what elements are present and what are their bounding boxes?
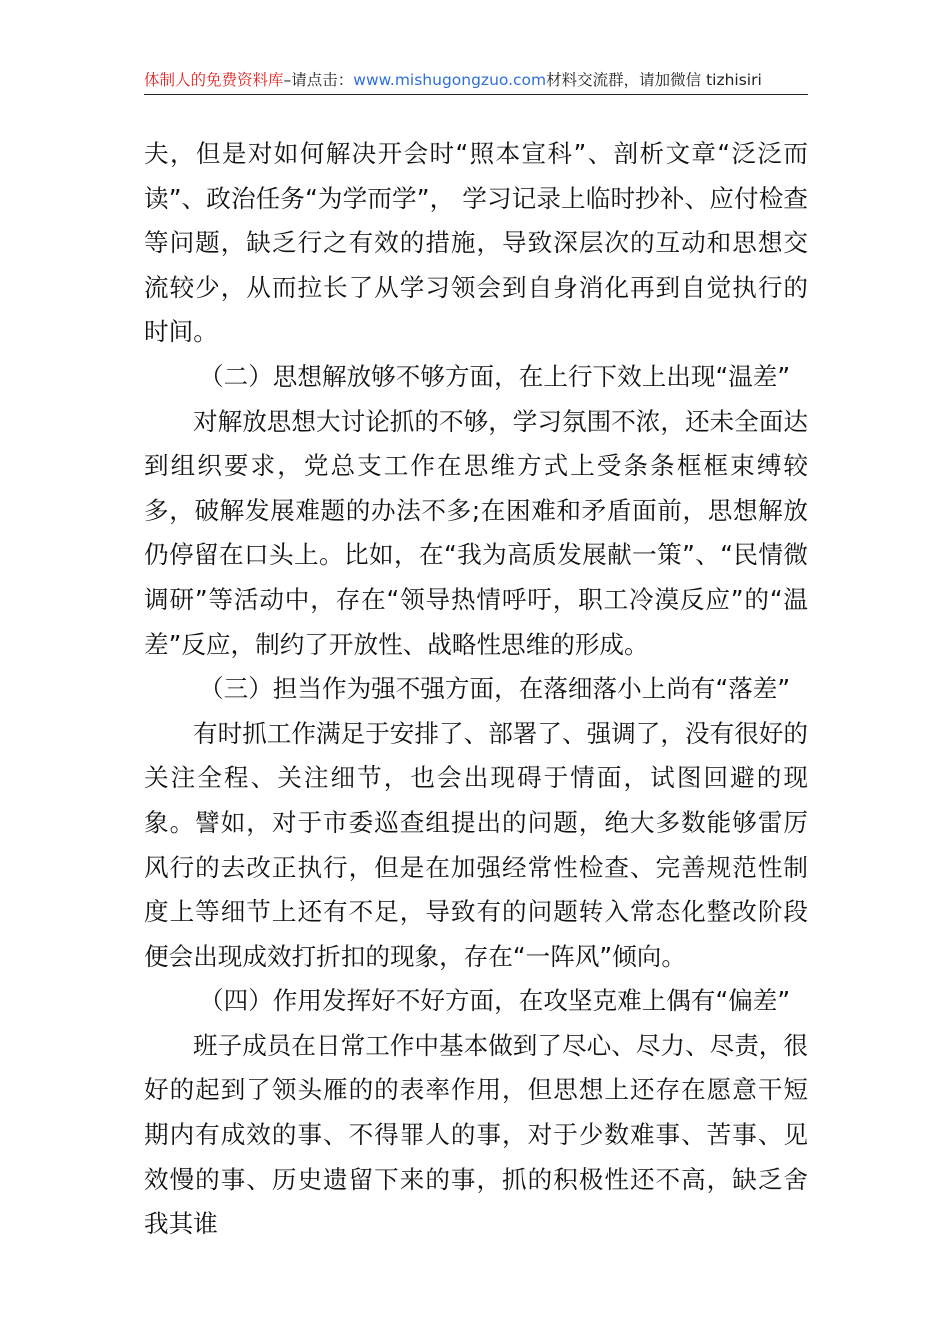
paragraph-section-3: 有时抓工作满足于安排了、部署了、强调了，没有很好的关注全程、关注细节，也会出现碍于情面，试图回避的现象。譬如，对于市委巡查组提出的问题，绝大多数能够雷厉风行的去改正执行，但是在加强经常性检查、完善规范性制度上等细节上还有不足，导致有的问题转入常态化整改阶段便会出现成效打折扣的现象，存在“一阵风”倾向。 bbox=[144, 718, 808, 971]
header-click-prompt: –请点击： bbox=[283, 71, 354, 89]
page-header bbox=[144, 66, 808, 95]
section-heading-3: （三）担当作为强不强方面，在落细落小上尚有“落差” bbox=[199, 674, 791, 704]
section-heading-2: （二）思想解放够不够方面，在上行下效上出现“温差” bbox=[199, 361, 791, 391]
header-brand: 体制人的免费资料库 bbox=[144, 71, 284, 89]
document-body bbox=[144, 132, 808, 1247]
section-heading-4: （四）作用发挥好不好方面，在攻坚克难上偶有“偏差” bbox=[199, 986, 791, 1016]
paragraph-section-2: 对解放思想大讨论抓的不够，学习氛围不浓，还未全面达到组织要求，党总支工作在思维方式上受条条框框束缚较多，破解发展难题的办法不多;在困难和矛盾面前，思想解放仍停留在口头上。比如，在“我为高质发展献一策”、“民情微调研”等活动中，存在“领导热情呼吁，职工冷漠反应”的“温差”反应，制约了开放性、战略性思维的形成。 bbox=[144, 406, 808, 659]
paragraph-section-4: 班子成员在日常工作中基本做到了尽心、尽力、尽责，很好的起到了领头雁的的表率作用，但思想上还存在愿意干短期内有成效的事、不得罪人的事，对于少数难事、苦事、见效慢的事、历史遗留下来的事，抓的积极性还不高，缺乏舍我其谁 bbox=[144, 1030, 808, 1239]
paragraph-continued: 夫，但是对如何解决开会时“照本宣科”、剖析文章“泛泛而读”、政治任务“为学而学”， 学习记录上临时抄补、应付检查等问题，缺乏行之有效的措施，导致深层次的互动和思想交流较少，从而拉长了从学习领会到自身消化再到自觉执行的时间。 bbox=[144, 139, 808, 347]
header-wechat-note: 材料交流群，请加微信 tizhisiri bbox=[546, 71, 762, 89]
header-url-link[interactable]: www.mishugongzuo.com bbox=[353, 71, 547, 89]
